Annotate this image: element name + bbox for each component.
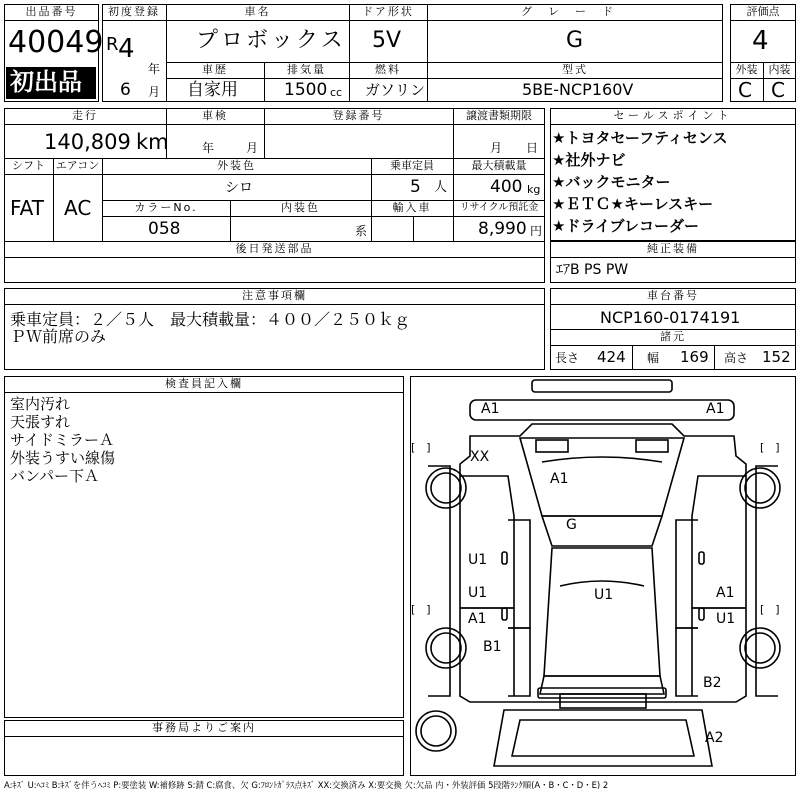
capacity: 5 — [410, 177, 421, 197]
interior-grade: C — [771, 78, 785, 102]
fuel: ガソリン — [365, 81, 426, 99]
max-load: 400 — [490, 177, 523, 197]
mileage: 140,809 — [44, 130, 131, 154]
chassis-number-label: 車台番号 — [647, 289, 699, 302]
inspector-line: サイドミラーＡ — [10, 431, 114, 449]
mark-replaced: XX — [470, 449, 490, 465]
recycle-deposit-label: リサイクル預託金 — [459, 202, 539, 213]
sales-point: ★バックモニター — [552, 173, 671, 191]
interior-color-label: 内装色 — [281, 201, 320, 214]
shift-label: シフト — [12, 159, 45, 172]
displacement-label: 排気量 — [287, 63, 326, 76]
length-label: 長さ — [555, 351, 580, 365]
recycle-deposit-unit: 円 — [530, 224, 543, 238]
registration-month: 6 — [120, 80, 131, 100]
mark-top-right: A1 — [706, 401, 725, 417]
displacement: 1500 — [284, 80, 328, 100]
first-listing-label: 初出品 — [10, 68, 82, 96]
legend: A:ｷｽﾞ U:ﾍｺﾐ B:ｷｽﾞを伴うﾍｺﾐ P:要塗装 W:補修跡 S:錆 C:腐食、欠 G:ﾌﾛﾝﾄｶﾞﾗｽ点ｷｽﾞ XX:交換済み X:要交換 欠:欠品 内・外装評価 5段階ﾗﾝｸ順(A・B・C・D・E) 2 — [4, 780, 609, 790]
shift: FAT — [10, 196, 45, 220]
mark-bracket-left-2: [ ] — [411, 603, 431, 616]
exterior-color: シロ — [225, 180, 253, 196]
mark-rear-left-door-dent: U1 — [468, 585, 488, 601]
lot-number: 40049 — [8, 25, 104, 60]
inspection-label: 車検 — [202, 109, 228, 122]
mark-bracket-right-1: [ ] — [760, 441, 780, 454]
notes-text — [10, 311, 410, 345]
mark-windshield: G — [566, 517, 577, 533]
height: 152 — [762, 348, 791, 366]
office-label: 事務局よりご案内 — [152, 721, 256, 734]
car-name: プロボックス — [196, 28, 346, 53]
color-number: 058 — [148, 219, 181, 239]
exterior-color-label: 外装色 — [217, 159, 256, 172]
mark-right-b2: B2 — [703, 675, 722, 691]
mileage-unit: km — [136, 130, 169, 154]
inspector-line: バンパー下Ａ — [10, 467, 99, 485]
mark-rear-a2: A2 — [705, 730, 724, 746]
mark-bracket-right-2: [ ] — [760, 603, 780, 616]
grade-label: グレード — [521, 5, 629, 18]
mileage-label: 走行 — [72, 109, 98, 122]
interior-color-unit: 系 — [355, 224, 368, 238]
capacity-label: 乗車定員 — [390, 159, 434, 172]
first-registration-label: 初度登録 — [108, 5, 160, 18]
lot-number-label: 出品番号 — [25, 5, 78, 18]
standard-equipment: ｴｱB PS PW — [556, 262, 629, 278]
inspector-line: 室内汚れ — [10, 395, 71, 413]
length: 424 — [597, 348, 626, 366]
recycle-deposit: 8,990 — [478, 219, 527, 239]
history: 自家用 — [187, 80, 238, 100]
color-number-label: カラーNo. — [134, 201, 198, 214]
chassis-number: NCP160-0174191 — [600, 308, 741, 327]
car-name-label: 車名 — [244, 5, 271, 18]
mark-right-scratch: A1 — [716, 585, 735, 601]
score: 4 — [752, 26, 769, 56]
transfer-month-unit: 月 — [490, 141, 503, 155]
model-label: 型式 — [562, 63, 588, 76]
capacity-unit: 人 — [434, 180, 448, 195]
import-label: 輸入車 — [392, 201, 432, 214]
max-load-label: 最大積載量 — [471, 159, 527, 172]
mark-top-left: A1 — [481, 401, 500, 417]
exterior-label: 外装 — [735, 63, 758, 76]
note-line: ＰＷ前席のみ — [10, 327, 107, 346]
interior-label: 内装 — [768, 63, 791, 76]
door-type: 5V — [372, 28, 402, 53]
exterior-grade: C — [738, 78, 752, 102]
mark-left-b1: B1 — [483, 639, 502, 655]
height-label: 高さ — [724, 351, 749, 365]
aircon-label: エアコン — [55, 159, 100, 172]
sales-points-list — [552, 127, 794, 237]
year-unit: 年 — [148, 62, 161, 76]
inspector-notes — [10, 395, 115, 485]
sales-point: ★ＥＴＣ★キーレスキー — [552, 195, 714, 213]
door-label: ドア形状 — [362, 5, 414, 18]
fuel-label: 燃料 — [375, 63, 401, 76]
inspector-line: 外装うすい線傷 — [10, 449, 116, 467]
sales-point: ★社外ナビ — [552, 151, 626, 169]
mark-front-left-door: U1 — [468, 552, 488, 568]
inspection-year-unit: 年 — [202, 141, 215, 155]
inspection-month-unit: 月 — [246, 141, 259, 155]
grade: G — [566, 28, 584, 53]
car-diagram — [410, 376, 796, 776]
aircon: AC — [64, 196, 92, 220]
sales-points-label: セールスポイント — [613, 109, 733, 122]
transfer-day-unit: 日 — [526, 141, 539, 155]
inspector-line: 天張すれ — [10, 413, 71, 431]
notes-label: 注意事項欄 — [242, 289, 307, 302]
mark-rear-left-door-scratch: A1 — [468, 611, 487, 627]
width-label: 幅 — [647, 351, 660, 365]
later-parts-label: 後日発送部品 — [235, 242, 314, 255]
inspector-label: 検査員記入欄 — [165, 377, 243, 390]
score-label: 評価点 — [746, 5, 780, 18]
width: 169 — [680, 348, 709, 366]
note-line: 乗車定員：２／５人 最大積載量：４００／２５０ｋｇ — [10, 310, 411, 329]
model-code: 5BE-NCP160V — [522, 80, 634, 99]
dimensions-label: 諸元 — [660, 330, 686, 343]
sales-point: ★トヨタセーフティセンス — [552, 129, 728, 147]
displacement-unit: cc — [330, 86, 343, 99]
registration-year: 4 — [118, 34, 135, 64]
mark-bracket-left-1: [ ] — [411, 441, 431, 454]
registration-number-label: 登録番号 — [332, 109, 385, 122]
max-load-unit: kg — [527, 183, 541, 196]
mark-hood: A1 — [550, 471, 569, 487]
mark-right-dent: U1 — [716, 611, 736, 627]
month-unit: 月 — [148, 85, 161, 99]
history-label: 車歴 — [202, 63, 228, 76]
sales-point: ★ドライブレコーダー — [552, 217, 699, 235]
standard-equipment-label: 純正装備 — [647, 242, 699, 255]
transfer-deadline-label: 譲渡書類期限 — [466, 109, 532, 122]
mark-roof: U1 — [594, 587, 614, 603]
era: R — [106, 34, 119, 55]
